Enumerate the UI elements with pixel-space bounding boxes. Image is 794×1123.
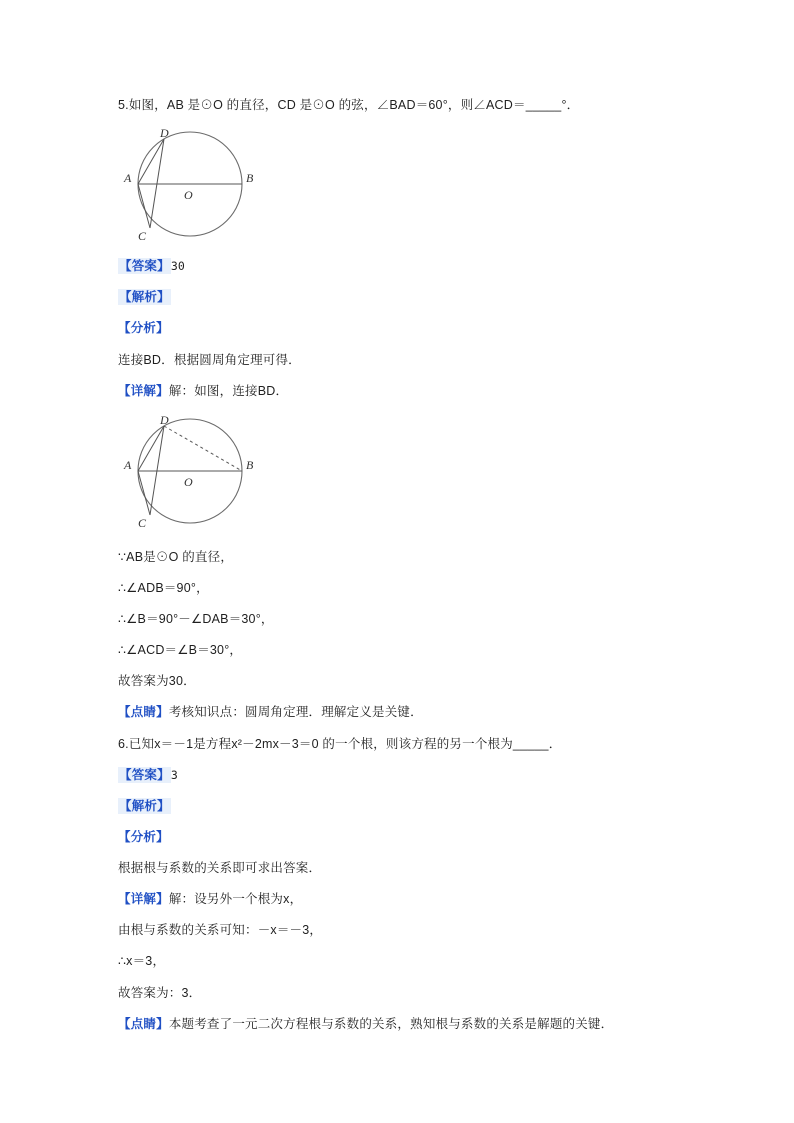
figure2-label-C: C [138, 515, 147, 530]
dianjing-tag: 【点睛】 [118, 705, 169, 720]
problem-5-step-5 [118, 672, 678, 690]
figure2-label-B: B [246, 457, 254, 472]
problem-5-step-3 [118, 610, 678, 628]
problem-6-stem-text: 6.已知x＝－1是方程x²－2mx－3＝0 的一个根，则该方程的另一个根为_____． [118, 736, 562, 751]
fenxi-tag: 【分析】 [118, 321, 169, 336]
problem-5-xiangjie [118, 382, 678, 400]
fenxi-text: 根据根与系数的关系即可求出答案． [118, 861, 322, 875]
xiangjie-text: 解：设另外一个根为x， [168, 892, 303, 907]
step-text: ∴∠ADB＝90°， [118, 580, 209, 595]
problem-6-stem [118, 735, 678, 753]
step-text: ∴x＝3， [118, 954, 166, 969]
problem-5-analysis-tag [118, 288, 678, 306]
step-text: 故答案为：3． [118, 985, 202, 1000]
figure1-label-C: C [138, 229, 147, 243]
problem-6-fenxi-text [118, 859, 678, 877]
figure2-label-O: O [184, 474, 193, 489]
figure1-label-O: O [184, 188, 193, 203]
step-text: ∵AB是⊙O 的直径， [118, 549, 234, 564]
problem-6-step-1 [118, 921, 678, 939]
problem-5-fenxi-tag [118, 319, 678, 337]
problem-6-xiangjie [118, 890, 678, 908]
figure-circle-1 [118, 127, 678, 247]
problem-5-step-1 [118, 548, 678, 566]
answer-value: 30 [170, 259, 186, 274]
figure1-label-D: D [160, 127, 169, 141]
problem-5-stem-text: 5.如图，AB 是⊙O 的直径，CD 是⊙O 的弦，∠BAD＝60°，则∠ACD＝_____°． [118, 98, 580, 112]
figure2-label-A: A [124, 457, 132, 472]
dianjing-tag: 【点睛】 [118, 1016, 169, 1031]
analysis-tag: 【解析】 [119, 290, 170, 305]
figure1-label-B: B [246, 171, 254, 186]
step-text: 故答案为30． [118, 674, 196, 689]
figure-circle-2 [118, 413, 678, 538]
xiangjie-text: 解：如图，连接BD． [168, 383, 289, 398]
fenxi-text: 连接BD．根据圆周角定理可得． [118, 352, 301, 367]
dianjing-text: 本题考查了一元二次方程根与系数的关系，熟知根与系数的关系是解题的关键． [168, 1016, 614, 1031]
problem-6-answer [118, 766, 678, 784]
answer-value: 3 [170, 767, 178, 782]
problem-6-step-3 [118, 984, 678, 1002]
problem-5-answer [118, 257, 678, 275]
step-text: 由根与系数的关系可知：－x＝－3， [118, 923, 323, 938]
problem-6-step-2 [118, 952, 678, 970]
figure1-label-A: A [124, 171, 132, 186]
problem-6-fenxi-tag [118, 828, 678, 846]
problem-6-analysis-tag [118, 797, 678, 815]
figure2-label-D: D [160, 412, 169, 427]
problem-5-stem [118, 96, 678, 114]
document-content [118, 96, 678, 1046]
problem-5-fenxi-text [118, 351, 678, 369]
problem-5-dianjing [118, 703, 678, 721]
step-text: ∴∠ACD＝∠B＝30°， [118, 643, 243, 658]
fenxi-tag: 【分析】 [118, 829, 169, 844]
problem-5-step-2 [118, 579, 678, 597]
analysis-tag: 【解析】 [119, 798, 170, 813]
problem-5-step-4 [118, 641, 678, 659]
xiangjie-tag: 【详解】 [118, 383, 169, 398]
xiangjie-tag: 【详解】 [118, 892, 169, 907]
answer-tag: 【答案】 [119, 767, 170, 782]
step-text: ∴∠B＝90°－∠DAB＝30°， [118, 612, 274, 626]
answer-tag: 【答案】 [119, 259, 170, 274]
dianjing-text: 考核知识点：圆周角定理．理解定义是关键． [168, 705, 423, 720]
problem-6-dianjing [118, 1015, 678, 1033]
